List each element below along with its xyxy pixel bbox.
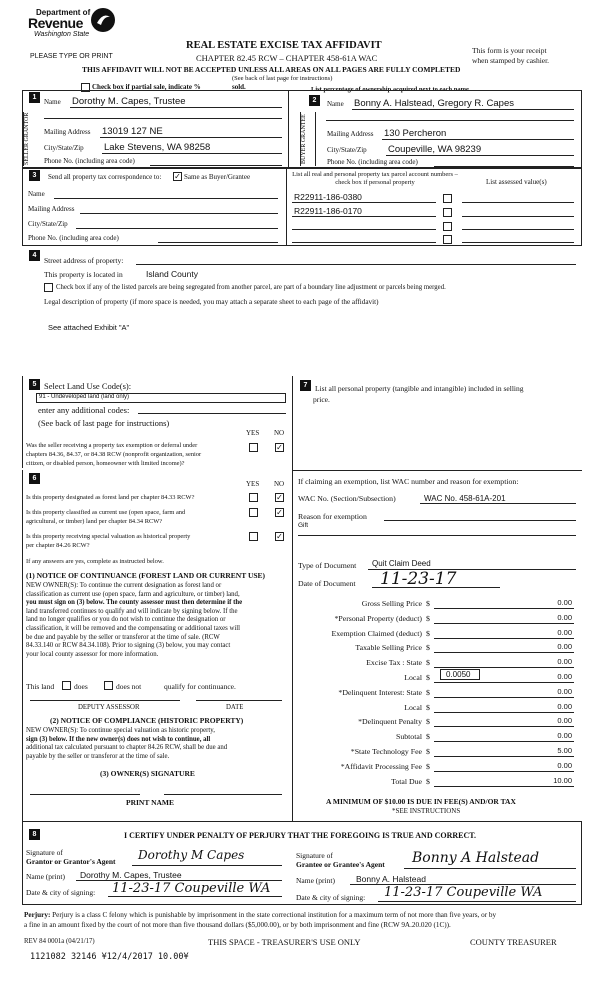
located-label: This property is located in: [44, 270, 123, 279]
parcel-1-personal-checkbox[interactable]: [443, 194, 452, 203]
historic-yes-checkbox[interactable]: [249, 532, 258, 541]
historic-no-checkbox[interactable]: ✓: [276, 532, 283, 541]
dept-logo-icon: [90, 7, 116, 33]
land-use-code: 91 - Undeveloped land (land only): [39, 394, 130, 400]
calc-row-value[interactable]: 0.00: [557, 657, 572, 667]
grantor-name-print[interactable]: Dorothy M. Capes, Trustee: [80, 870, 182, 880]
calc-row-label: Taxable Selling Price: [355, 643, 422, 653]
calc-row-value[interactable]: 0.00: [557, 627, 572, 637]
print-name-label: PRINT NAME: [126, 798, 174, 807]
see-instructions-note: *SEE INSTRUCTIONS: [392, 807, 461, 815]
grantor-signature[interactable]: Dorothy M Capes: [138, 848, 245, 862]
buyer-grantee-label: BUYER GRANTEE: [300, 112, 316, 166]
calc-row-dollar: $: [426, 628, 430, 638]
does-not-qualify-checkbox[interactable]: [104, 681, 113, 690]
legal-description-label: Legal description of property (if more space is needed, you may attach a separate sheet to each page of the affidavit): [44, 298, 379, 306]
minimum-due-note: A MINIMUM OF $10.00 IS DUE IN FEE(S) AND/OR TAX: [326, 797, 516, 806]
calc-row-label: *Personal Property (deduct): [334, 613, 422, 623]
grantee-date-city-label: Date & city of signing:: [296, 893, 366, 902]
parcel-2[interactable]: R22911-186-0170: [294, 206, 362, 216]
sec5-no-header: NO: [274, 429, 285, 437]
exemption-claim-label: If claiming an exemption, list WAC number and reason for exemption:: [298, 477, 519, 486]
does-not-label: does not: [116, 682, 142, 691]
section-4-number: 4: [29, 250, 40, 261]
calc-row-value[interactable]: 0.00: [557, 642, 572, 652]
calc-row-dollar: $: [426, 717, 430, 727]
calc-row-dollar: $: [426, 761, 430, 771]
perjury-line-2: a fine in an amount fixed by the court of not more than five thousand dollars ($5,000.00), or by both imprisonment and fine (RCW 9A.20.020 (1C)).: [24, 921, 451, 929]
calc-row-value[interactable]: 10.00: [553, 775, 572, 785]
calc-row-label: Exemption Claimed (deduct): [331, 628, 422, 638]
calc-row-dollar: $: [426, 613, 430, 623]
buyer-name-label: Name: [327, 100, 344, 108]
calc-row-value[interactable]: 0.00: [557, 612, 572, 622]
notice-continuance-title: (1) NOTICE OF CONTINUANCE (FOREST LAND OR CURRENT USE): [26, 571, 266, 580]
notice-compliance-title: (2) NOTICE OF COMPLIANCE (HISTORIC PROPERTY): [50, 716, 244, 725]
deputy-assessor-label: DEPUTY ASSESSOR: [78, 704, 140, 711]
receipt-note-2: when stamped by cashier.: [472, 56, 550, 65]
does-qualify-checkbox[interactable]: [62, 681, 71, 690]
calc-row-dollar: $: [426, 599, 430, 608]
form-warning: THIS AFFIDAVIT WILL NOT BE ACCEPTED UNLESS ALL AREAS ON ALL PAGES ARE FULLY COMPLETED: [82, 65, 461, 74]
calc-row-value[interactable]: 0.00: [557, 686, 572, 696]
grantee-name-print-label: Name (print): [296, 876, 335, 885]
current-use-question: Is this property classified as current use (open space, farm and agricultural, or timber) land per chapter 84.34 RCW?: [26, 509, 186, 525]
send-correspondence-label: Send all property tax correspondence to:: [48, 173, 162, 181]
calc-row-value[interactable]: 0.00: [557, 672, 572, 681]
section-6-number: 6: [29, 473, 40, 484]
calc-row-dollar: $: [426, 702, 430, 712]
grantee-agent-label: Grantee or Grantee's Agent: [296, 860, 385, 869]
grantee-date-city[interactable]: 11-23-17 Coupeville WA: [384, 885, 543, 900]
section-5-number: 5: [29, 379, 40, 390]
section-2-number: 2: [309, 95, 320, 106]
personal-property-label-2: price.: [313, 395, 330, 404]
calc-row-label: Total Due: [391, 776, 422, 786]
calc-row-dollar: $: [426, 673, 430, 682]
additional-codes-label: enter any additional codes:: [38, 405, 130, 415]
does-label: does: [74, 682, 88, 691]
partial-sale-label: Check box if partial sale, indicate %: [92, 83, 201, 91]
notice-compliance-text: NEW OWNER(S): To continue special valuation as historic property, sign (3) below. If the new owner(s) does not wish to continue, all additional tax calculated pursuant to chapter 84.26 RCW, shall be due and payable by the seller or transferor at the time of sale.: [26, 727, 228, 760]
section-1-number: 1: [29, 92, 40, 103]
forest-land-question: Is this property designated as forest land per chapter 84.33 RCW?: [26, 494, 195, 501]
calc-row-label: *Delinquent Interest: State: [338, 687, 422, 697]
buyer-mail-label: Mailing Address: [327, 130, 374, 138]
forest-no-checkbox[interactable]: ✓: [276, 493, 283, 502]
calc-row-dollar: $: [426, 776, 430, 786]
treasurer-stamp: 1121082 32146 ¥12/4/2017 10.00¥: [30, 952, 189, 962]
sold-label: sold.: [232, 83, 246, 91]
segregated-checkbox[interactable]: [44, 283, 53, 292]
calc-row-label: *State Technology Fee: [350, 747, 422, 756]
land-use-label: Select Land Use Code(s):: [44, 381, 132, 391]
sec6-no-header: NO: [274, 480, 285, 488]
calc-row-label: *Affidavit Processing Fee: [340, 761, 422, 771]
calc-row-dollar: $: [426, 658, 430, 668]
calc-row-dollar: $: [426, 732, 430, 742]
sec5-yes-header: YES: [246, 429, 260, 437]
wac-label: WAC No. (Section/Subsection): [298, 494, 396, 503]
percentage-note: List percentage of ownership acquired next to each name.: [311, 86, 471, 93]
calc-row-dollar: $: [426, 747, 430, 756]
see-back-note: (See back of last page for instructions): [232, 75, 333, 82]
sec3-city-label: City/State/Zip: [28, 220, 68, 228]
sec3-name-label: Name: [28, 190, 45, 198]
grantee-signature[interactable]: Bonny A Halstead: [412, 850, 540, 866]
seller-city[interactable]: Lake Stevens, WA 98258: [104, 142, 211, 153]
local-rate: 0.0050: [446, 670, 471, 679]
calc-row-label: *Delinquent Penalty: [358, 717, 422, 727]
current-use-no-checkbox[interactable]: ✓: [276, 508, 283, 517]
receipt-note-1: This form is your receipt: [472, 46, 547, 55]
grantee-sig-of-label: Signature of: [296, 851, 333, 860]
seller-name-label: Name: [44, 98, 61, 106]
exemption-no-checkbox[interactable]: ✓: [276, 443, 283, 452]
doc-type-label: Type of Document: [298, 561, 357, 570]
buyer-city[interactable]: Coupeville, WA 98239: [388, 144, 482, 155]
calc-row-value[interactable]: 0.00: [557, 760, 572, 770]
seller-grantor-label: SELLER GRANTOR: [23, 112, 39, 166]
seller-mail-label: Mailing Address: [44, 128, 91, 136]
current-use-yes-checkbox[interactable]: [249, 508, 258, 517]
buyer-phone-label: Phone No. (including area code): [327, 158, 418, 166]
calc-row-label: Local: [404, 673, 422, 682]
doc-date[interactable]: 11-23-17: [380, 569, 457, 589]
exemption-question: Was the seller receiving a property tax exemption or deferral under chapters 84.36, 84.37, or 84.38 RCW (nonprofit organization, senior citizen, or disabled person, homeowner with limited income)?: [26, 442, 202, 467]
section-7-number: 7: [300, 380, 311, 391]
calc-row-value[interactable]: 0.00: [557, 731, 572, 741]
buyer-city-label: City/State/Zip: [327, 146, 367, 154]
assessed-header: List assessed value(s): [486, 178, 547, 186]
perjury-line-1: Perjury: Perjury is a class C felony which is punishable by imprisonment in the state correctional institution for a maximum term of not more than five years, or by: [24, 911, 497, 919]
calc-row-dollar: $: [426, 643, 430, 653]
seller-phone-label: Phone No. (including area code): [44, 157, 135, 165]
type-print-note: PLEASE TYPE OR PRINT: [30, 53, 113, 60]
calc-row-value[interactable]: 5.00: [557, 746, 572, 755]
section-3-number: 3: [29, 170, 40, 181]
calc-row-dollar: $: [426, 687, 430, 697]
personal-property-label: List all personal property (tangible and intangible) included in selling: [315, 384, 524, 393]
qualify-label: qualify for continuance.: [164, 682, 236, 691]
notice-continuance-text: NEW OWNER(S): To continue the current designation as forest land or classification as current use (open space, farm and agriculture, or timber) land, you must sign on (3) below. The county assessor must then determine if the land transferred continues to qualify and will indicate by signing below. If the land no longer qualifies or you do not wish to continue the designation or classification, it will be removed and the compensating or additional taxes will be due and payable by the seller or transferor at the time of sale. (RCW 84.33.140 or RCW 84.34.108). Prior to signing (3) below, you may contact your local county assessor for more information.: [26, 582, 243, 658]
doc-type[interactable]: Quit Claim Deed: [372, 559, 431, 568]
certify-statement: I CERTIFY UNDER PENALTY OF PERJURY THAT THE FOREGOING IS TRUE AND CORRECT.: [124, 831, 477, 840]
form-revision: REV 84 0001a (04/21/17): [24, 938, 95, 945]
parcel-3-personal-checkbox[interactable]: [443, 222, 452, 231]
section-8-number: 8: [29, 829, 40, 840]
dept-name: Revenue: [28, 15, 83, 31]
sec6-yes-header: YES: [246, 480, 260, 488]
grantor-date-city[interactable]: 11-23-17 Coupeville WA: [112, 881, 271, 896]
county[interactable]: Island County: [146, 269, 198, 279]
treasurer-space-label: THIS SPACE - TREASURER'S USE ONLY: [208, 937, 361, 947]
calc-row-label: Excise Tax : State: [366, 658, 422, 668]
street-address-label: Street address of property:: [44, 256, 124, 265]
calc-row-value[interactable]: 0.00: [557, 598, 572, 607]
calc-row-label: Gross Selling Price: [361, 599, 422, 608]
seller-city-label: City/State/Zip: [44, 144, 84, 152]
sec5-see-back: (See back of last page for instructions): [38, 418, 170, 428]
sec3-mail-label: Mailing Address: [28, 205, 75, 213]
form-chapter: CHAPTER 82.45 RCW – CHAPTER 458-61A WAC: [196, 53, 378, 63]
if-yes-note: If any answers are yes, complete as instructed below.: [26, 558, 164, 565]
grantee-name-print[interactable]: Bonny A. Halstead: [356, 874, 426, 884]
calc-row-value[interactable]: 0.00: [557, 701, 572, 711]
parcel-4-personal-checkbox[interactable]: [443, 235, 452, 244]
exemption-yes-checkbox[interactable]: [249, 443, 258, 452]
same-as-buyer-checkbox[interactable]: ✓: [174, 172, 181, 181]
date-label: DATE: [226, 704, 244, 711]
reason-label: Reason for exemption: [298, 512, 367, 521]
buyer-mail[interactable]: 130 Percheron: [384, 128, 447, 139]
parcel-1[interactable]: R22911-186-0380: [294, 192, 362, 202]
dept-state: Washington State: [34, 31, 90, 38]
this-land-label: This land: [26, 682, 55, 691]
same-as-buyer-label: Same as Buyer/Grantee: [184, 173, 251, 181]
wac-number[interactable]: WAC No. 458-61A-201: [424, 494, 506, 503]
grantor-date-city-label: Date & city of signing:: [26, 888, 96, 897]
doc-date-label: Date of Document: [298, 579, 356, 588]
calc-row-label: Subtotal: [396, 732, 422, 742]
grantor-name-print-label: Name (print): [26, 872, 65, 881]
grantor-sig-of-label: Signature of: [26, 848, 63, 857]
county-treasurer-label: COUNTY TREASURER: [470, 937, 557, 947]
buyer-name[interactable]: Bonny A. Halstead, Gregory R. Capes: [354, 98, 514, 109]
historic-question: Is this property receiving special valuation as historical property per chapter 84.26 RCW?: [26, 533, 191, 549]
legal-description[interactable]: See attached Exhibit "A": [48, 323, 130, 332]
parcel-2-personal-checkbox[interactable]: [443, 208, 452, 217]
reason-value[interactable]: Gift: [298, 522, 309, 529]
grantor-agent-label: Grantor or Grantor's Agent: [26, 857, 116, 866]
forest-yes-checkbox[interactable]: [249, 493, 258, 502]
owner-signature-label: (3) OWNER(S) SIGNATURE: [100, 769, 195, 778]
dept-label: Department of: [36, 8, 91, 17]
parcel-header: List all real and personal property tax parcel account numbers – check box if personal property: [292, 171, 458, 186]
seller-name[interactable]: Dorothy M. Capes, Trustee: [72, 96, 186, 107]
sec3-phone-label: Phone No. (including area code): [28, 234, 119, 242]
segregated-label: Check box if any of the listed parcels are being segregated from another parcel, are part of a boundary line adjustment or parcels being merged.: [56, 284, 446, 291]
form-title: REAL ESTATE EXCISE TAX AFFIDAVIT: [186, 40, 382, 51]
calc-row-value[interactable]: 0.00: [557, 716, 572, 726]
calc-row-label: Local: [404, 702, 422, 712]
seller-mail[interactable]: 13019 127 NE: [102, 126, 163, 137]
